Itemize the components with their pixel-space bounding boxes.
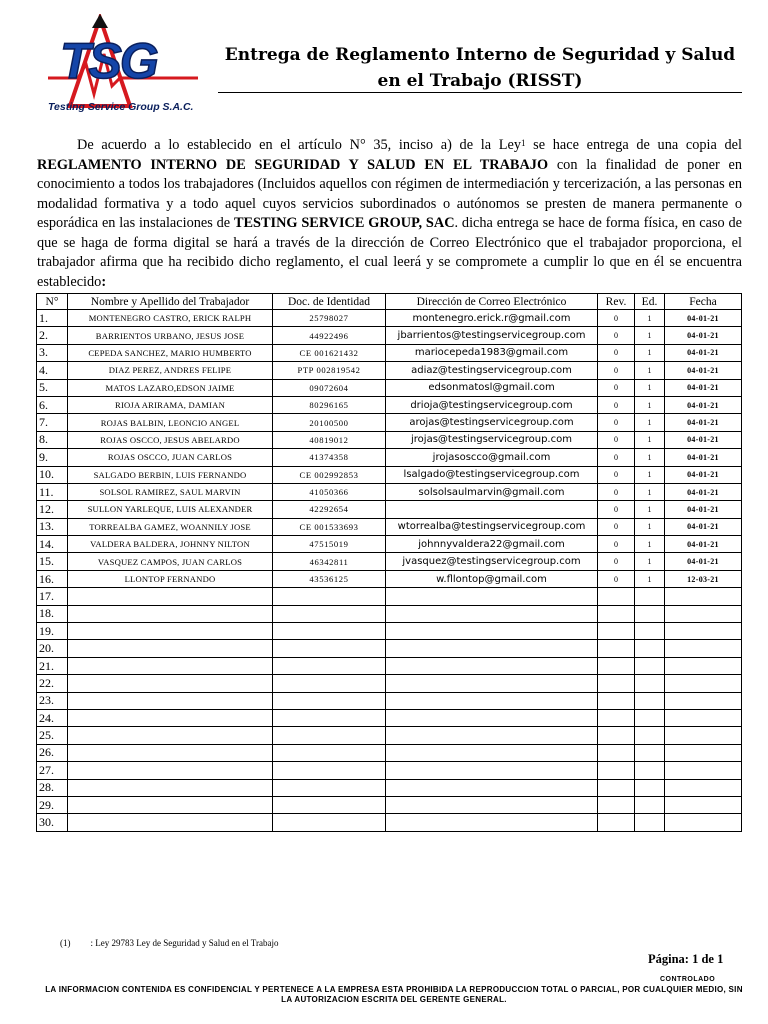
delivery-date: 04-01-21 xyxy=(665,466,742,483)
delivery-date: 04-01-21 xyxy=(665,310,742,327)
id-document xyxy=(273,623,386,640)
email-address: solsolsaulmarvin@gmail.com xyxy=(386,483,598,500)
email-address xyxy=(386,727,598,744)
row-number: 29. xyxy=(37,796,68,813)
edition: 1 xyxy=(635,379,665,396)
id-document: 44922496 xyxy=(273,327,386,344)
revision xyxy=(598,640,635,657)
col-header-id: Doc. de Identidad xyxy=(273,294,386,310)
footnote xyxy=(60,938,278,948)
table-row xyxy=(37,310,742,327)
title-divider xyxy=(218,92,742,93)
revision: 0 xyxy=(598,483,635,500)
row-number: 15. xyxy=(37,553,68,570)
revision xyxy=(598,762,635,779)
delivery-date: 04-01-21 xyxy=(665,396,742,413)
email-address: adiaz@testingservicegroup.com xyxy=(386,362,598,379)
row-number: 19. xyxy=(37,623,68,640)
edition xyxy=(635,762,665,779)
revision: 0 xyxy=(598,414,635,431)
table-row xyxy=(37,344,742,361)
email-address xyxy=(386,796,598,813)
id-document: PTP 002819542 xyxy=(273,362,386,379)
delivery-date xyxy=(665,588,742,605)
revision: 0 xyxy=(598,310,635,327)
worker-name xyxy=(68,727,273,744)
id-document xyxy=(273,762,386,779)
worker-name: CEPEDA SANCHEZ, MARIO HUMBERTO xyxy=(68,344,273,361)
edition xyxy=(635,675,665,692)
worker-name: RIOJA ARIRAMA, DAMIAN xyxy=(68,396,273,413)
id-document: 41374358 xyxy=(273,449,386,466)
id-document xyxy=(273,675,386,692)
email-address: wtorrealba@testingservicegroup.com xyxy=(386,518,598,535)
row-number: 4. xyxy=(37,362,68,379)
page-number: Página: 1 de 1 xyxy=(648,952,724,966)
delivery-date xyxy=(665,709,742,726)
row-number: 21. xyxy=(37,657,68,674)
id-document: 42292654 xyxy=(273,501,386,518)
edition xyxy=(635,814,665,831)
revision xyxy=(598,657,635,674)
row-number: 18. xyxy=(37,605,68,622)
worker-name: LLONTOP FERNANDO xyxy=(68,570,273,587)
row-number: 8. xyxy=(37,431,68,448)
revision: 0 xyxy=(598,570,635,587)
worker-name xyxy=(68,588,273,605)
worker-name xyxy=(68,762,273,779)
row-number: 22. xyxy=(37,675,68,692)
edition: 1 xyxy=(635,536,665,553)
table-row xyxy=(37,362,742,379)
email-address xyxy=(386,501,598,518)
table-row xyxy=(37,518,742,535)
revision xyxy=(598,796,635,813)
col-header-rev: Rev. xyxy=(598,294,635,310)
row-number: 26. xyxy=(37,744,68,761)
delivery-date: 12-03-21 xyxy=(665,570,742,587)
delivery-date xyxy=(665,744,742,761)
row-number: 24. xyxy=(37,709,68,726)
delivery-date xyxy=(665,796,742,813)
row-number: 11. xyxy=(37,483,68,500)
email-address xyxy=(386,640,598,657)
id-document: 09072604 xyxy=(273,379,386,396)
id-document: CE 001533693 xyxy=(273,518,386,535)
row-number: 12. xyxy=(37,501,68,518)
table-row xyxy=(37,762,742,779)
worker-name: TORREALBA GAMEZ, WOANNILY JOSE xyxy=(68,518,273,535)
delivery-date: 04-01-21 xyxy=(665,449,742,466)
revision: 0 xyxy=(598,553,635,570)
worker-name: SALGADO BERBIN, LUIS FERNANDO xyxy=(68,466,273,483)
delivery-date: 04-01-21 xyxy=(665,327,742,344)
row-number: 28. xyxy=(37,779,68,796)
edition: 1 xyxy=(635,344,665,361)
row-number: 1. xyxy=(37,310,68,327)
delivery-date xyxy=(665,657,742,674)
email-address: jrojasoscco@gmail.com xyxy=(386,449,598,466)
id-document: 20100500 xyxy=(273,414,386,431)
edition: 1 xyxy=(635,431,665,448)
revision: 0 xyxy=(598,518,635,535)
email-address: edsonmatosl@gmail.com xyxy=(386,379,598,396)
table-row xyxy=(37,449,742,466)
delivery-date: 04-01-21 xyxy=(665,379,742,396)
table-row xyxy=(37,414,742,431)
id-document: 25798027 xyxy=(273,310,386,327)
worker-name xyxy=(68,796,273,813)
col-header-name: Nombre y Apellido del Trabajador xyxy=(68,294,273,310)
email-address xyxy=(386,744,598,761)
table-header-row xyxy=(37,294,742,310)
revision: 0 xyxy=(598,344,635,361)
revision xyxy=(598,692,635,709)
edition: 1 xyxy=(635,501,665,518)
id-document xyxy=(273,657,386,674)
edition: 1 xyxy=(635,449,665,466)
edition: 1 xyxy=(635,570,665,587)
worker-name: ROJAS OSCCO, JUAN CARLOS xyxy=(68,449,273,466)
document-title: Entrega de Reglamento Interno de Seguridad y Salud en el Trabajo (RISST) xyxy=(224,45,736,91)
intro-text-1: De acuerdo a lo establecido en el artículo N° 35, inciso a) de la Ley xyxy=(77,137,521,153)
delivery-date xyxy=(665,762,742,779)
edition xyxy=(635,727,665,744)
email-address: jvasquez@testingservicegroup.com xyxy=(386,553,598,570)
table-row xyxy=(37,483,742,500)
id-document: 41050366 xyxy=(273,483,386,500)
edition xyxy=(635,657,665,674)
delivery-date: 04-01-21 xyxy=(665,344,742,361)
delivery-date: 04-01-21 xyxy=(665,501,742,518)
confidentiality-notice: LA INFORMACION CONTENIDA ES CONFIDENCIAL Y PERTENECE A LA EMPRESA ESTA PROHIBIDA LA REPRODUCCION TOTAL O PARCIAL, POR CUALQUIER MEDIO, SIN LA AUTORIZACION ESCRITA DEL GERENTE GENERAL. xyxy=(45,985,743,1004)
worker-name xyxy=(68,779,273,796)
worker-name xyxy=(68,605,273,622)
edition: 1 xyxy=(635,327,665,344)
revision: 0 xyxy=(598,449,635,466)
id-document: 80296165 xyxy=(273,396,386,413)
intro-text-3: con la finalidad de poner en conocimiento a todos los trabajadores (Incluidos aquellos con régimen de intermediación y tercerización, a las personas en modalidad formativa y a todo aquel cuyos servicios subordinados o autónomos se presten de manera permanente o esporádica en las instalaciones de xyxy=(37,156,742,231)
col-header-ed: Ed. xyxy=(635,294,665,310)
row-number: 14. xyxy=(37,536,68,553)
table-row xyxy=(37,431,742,448)
delivery-date xyxy=(665,727,742,744)
row-number: 30. xyxy=(37,814,68,831)
email-address xyxy=(386,762,598,779)
edition: 1 xyxy=(635,362,665,379)
worker-name: SULLON YARLEQUE, LUIS ALEXANDER xyxy=(68,501,273,518)
logo-lettering: TSG xyxy=(60,33,157,89)
worker-name: VALDERA BALDERA, JOHNNY NILTON xyxy=(68,536,273,553)
worker-name: SOLSOL RAMIREZ, SAUL MARVIN xyxy=(68,483,273,500)
email-address xyxy=(386,709,598,726)
table-row xyxy=(37,640,742,657)
delivery-date xyxy=(665,675,742,692)
col-header-date: Fecha xyxy=(665,294,742,310)
email-address: johnnyvaldera22@gmail.com xyxy=(386,536,598,553)
table-row xyxy=(37,814,742,831)
worker-name xyxy=(68,640,273,657)
col-header-email: Dirección de Correo Electrónico xyxy=(386,294,598,310)
intro-paragraph xyxy=(37,136,742,292)
worker-name xyxy=(68,744,273,761)
row-number: 16. xyxy=(37,570,68,587)
regulation-name: REGLAMENTO INTERNO DE SEGURIDAD Y SALUD EN EL TRABAJO xyxy=(37,156,549,173)
revision: 0 xyxy=(598,327,635,344)
worker-name xyxy=(68,692,273,709)
row-number: 9. xyxy=(37,449,68,466)
edition xyxy=(635,588,665,605)
table-row xyxy=(37,796,742,813)
id-document xyxy=(273,605,386,622)
email-address: jrojas@testingservicegroup.com xyxy=(386,431,598,448)
revision: 0 xyxy=(598,396,635,413)
id-document xyxy=(273,640,386,657)
email-address: drioja@testingservicegroup.com xyxy=(386,396,598,413)
email-address xyxy=(386,779,598,796)
table-row xyxy=(37,709,742,726)
row-number: 5. xyxy=(37,379,68,396)
revision: 0 xyxy=(598,431,635,448)
email-address xyxy=(386,605,598,622)
table-row xyxy=(37,623,742,640)
revision: 0 xyxy=(598,536,635,553)
worker-name: DIAZ PEREZ, ANDRES FELIPE xyxy=(68,362,273,379)
table-row xyxy=(37,396,742,413)
worker-name xyxy=(68,675,273,692)
row-number: 2. xyxy=(37,327,68,344)
email-address xyxy=(386,588,598,605)
edition xyxy=(635,605,665,622)
revision xyxy=(598,588,635,605)
row-number: 6. xyxy=(37,396,68,413)
table-row xyxy=(37,779,742,796)
row-number: 3. xyxy=(37,344,68,361)
edition: 1 xyxy=(635,518,665,535)
id-document xyxy=(273,709,386,726)
email-address xyxy=(386,675,598,692)
table-row xyxy=(37,501,742,518)
row-number: 13. xyxy=(37,518,68,535)
email-address: w.fllontop@gmail.com xyxy=(386,570,598,587)
id-document: 46342811 xyxy=(273,553,386,570)
delivery-date xyxy=(665,640,742,657)
row-number: 10. xyxy=(37,466,68,483)
email-address: mariocepeda1983@gmail.com xyxy=(386,344,598,361)
col-header-number: N° xyxy=(37,294,68,310)
edition: 1 xyxy=(635,553,665,570)
delivery-date: 04-01-21 xyxy=(665,414,742,431)
intro-text-4: . dicha entrega se hace de forma física, en caso de que se haga de forma digital se hará a través de la dirección de Correo Electrónico que el trabajador proporciona, el trabajador afirma que ha recibido dicho reglamento, el cual leerá y se compromete a cumplir lo que en él se encuentra establecido xyxy=(37,215,742,290)
edition: 1 xyxy=(635,483,665,500)
revision: 0 xyxy=(598,501,635,518)
worker-name: MATOS LAZARO,EDSON JAIME xyxy=(68,379,273,396)
email-address xyxy=(386,814,598,831)
id-document xyxy=(273,814,386,831)
table-row xyxy=(37,657,742,674)
table-row xyxy=(37,727,742,744)
worker-name: ROJAS OSCCO, JESUS ABELARDO xyxy=(68,431,273,448)
edition xyxy=(635,623,665,640)
worker-name xyxy=(68,657,273,674)
delivery-date xyxy=(665,692,742,709)
table-row xyxy=(37,466,742,483)
revision: 0 xyxy=(598,362,635,379)
delivery-table xyxy=(36,293,742,832)
footnote-text: : Ley 29783 Ley de Seguridad y Salud en el Trabajo xyxy=(90,938,279,948)
edition xyxy=(635,744,665,761)
delivery-date: 04-01-21 xyxy=(665,518,742,535)
table-row xyxy=(37,588,742,605)
id-document: 47515019 xyxy=(273,536,386,553)
worker-name xyxy=(68,709,273,726)
revision xyxy=(598,814,635,831)
delivery-date: 04-01-21 xyxy=(665,431,742,448)
revision xyxy=(598,779,635,796)
worker-name: ROJAS BALBIN, LEONCIO ANGEL xyxy=(68,414,273,431)
revision xyxy=(598,605,635,622)
email-address xyxy=(386,692,598,709)
id-document xyxy=(273,727,386,744)
id-document xyxy=(273,692,386,709)
table-row xyxy=(37,605,742,622)
edition: 1 xyxy=(635,466,665,483)
id-document xyxy=(273,796,386,813)
row-number: 17. xyxy=(37,588,68,605)
edition: 1 xyxy=(635,414,665,431)
email-address: lsalgado@testingservicegroup.com xyxy=(386,466,598,483)
id-document: 40819012 xyxy=(273,431,386,448)
delivery-date xyxy=(665,779,742,796)
footnote-ref: 1 xyxy=(520,138,526,148)
table-row xyxy=(37,327,742,344)
edition xyxy=(635,709,665,726)
delivery-date xyxy=(665,814,742,831)
id-document xyxy=(273,779,386,796)
controlled-stamp: CONTROLADO xyxy=(660,976,716,983)
revision xyxy=(598,744,635,761)
row-number: 27. xyxy=(37,762,68,779)
delivery-date: 04-01-21 xyxy=(665,536,742,553)
logo-caption: Testing Service Group S.A.C. xyxy=(48,101,194,113)
table-row xyxy=(37,570,742,587)
row-number: 20. xyxy=(37,640,68,657)
delivery-date: 04-01-21 xyxy=(665,483,742,500)
worker-name: BARRIENTOS URBANO, JESUS JOSE xyxy=(68,327,273,344)
revision: 0 xyxy=(598,379,635,396)
table-row xyxy=(37,692,742,709)
table-row xyxy=(37,675,742,692)
table-row xyxy=(37,744,742,761)
footnote-marker: (1) xyxy=(60,938,71,948)
delivery-date: 04-01-21 xyxy=(665,553,742,570)
id-document xyxy=(273,588,386,605)
intro-text-2: se hace entrega de una copia del xyxy=(525,137,742,153)
table-row xyxy=(37,379,742,396)
worker-name: MONTENEGRO CASTRO, ERICK RALPH xyxy=(68,310,273,327)
worker-name xyxy=(68,623,273,640)
revision xyxy=(598,709,635,726)
email-address xyxy=(386,657,598,674)
row-number: 7. xyxy=(37,414,68,431)
edition: 1 xyxy=(635,310,665,327)
row-number: 23. xyxy=(37,692,68,709)
edition xyxy=(635,796,665,813)
delivery-date: 04-01-21 xyxy=(665,362,742,379)
delivery-date xyxy=(665,605,742,622)
revision: 0 xyxy=(598,466,635,483)
edition xyxy=(635,779,665,796)
email-address: montenegro.erick.r@gmail.com xyxy=(386,310,598,327)
email-address: jbarrientos@testingservicegroup.com xyxy=(386,327,598,344)
worker-name xyxy=(68,814,273,831)
row-number: 25. xyxy=(37,727,68,744)
edition xyxy=(635,692,665,709)
revision xyxy=(598,727,635,744)
id-document xyxy=(273,744,386,761)
intro-colon: : xyxy=(101,273,107,290)
id-document: CE 002992853 xyxy=(273,466,386,483)
table-row xyxy=(37,536,742,553)
delivery-date xyxy=(665,623,742,640)
revision xyxy=(598,675,635,692)
email-address: arojas@testingservicegroup.com xyxy=(386,414,598,431)
id-document: CE 001621432 xyxy=(273,344,386,361)
email-address xyxy=(386,623,598,640)
table-row xyxy=(37,553,742,570)
revision xyxy=(598,623,635,640)
edition: 1 xyxy=(635,396,665,413)
company-name: TESTING SERVICE GROUP, SAC xyxy=(233,215,455,231)
edition xyxy=(635,640,665,657)
tsg-logo-graphic xyxy=(48,14,198,114)
id-document: 43536125 xyxy=(273,570,386,587)
worker-name: VASQUEZ CAMPOS, JUAN CARLOS xyxy=(68,553,273,570)
